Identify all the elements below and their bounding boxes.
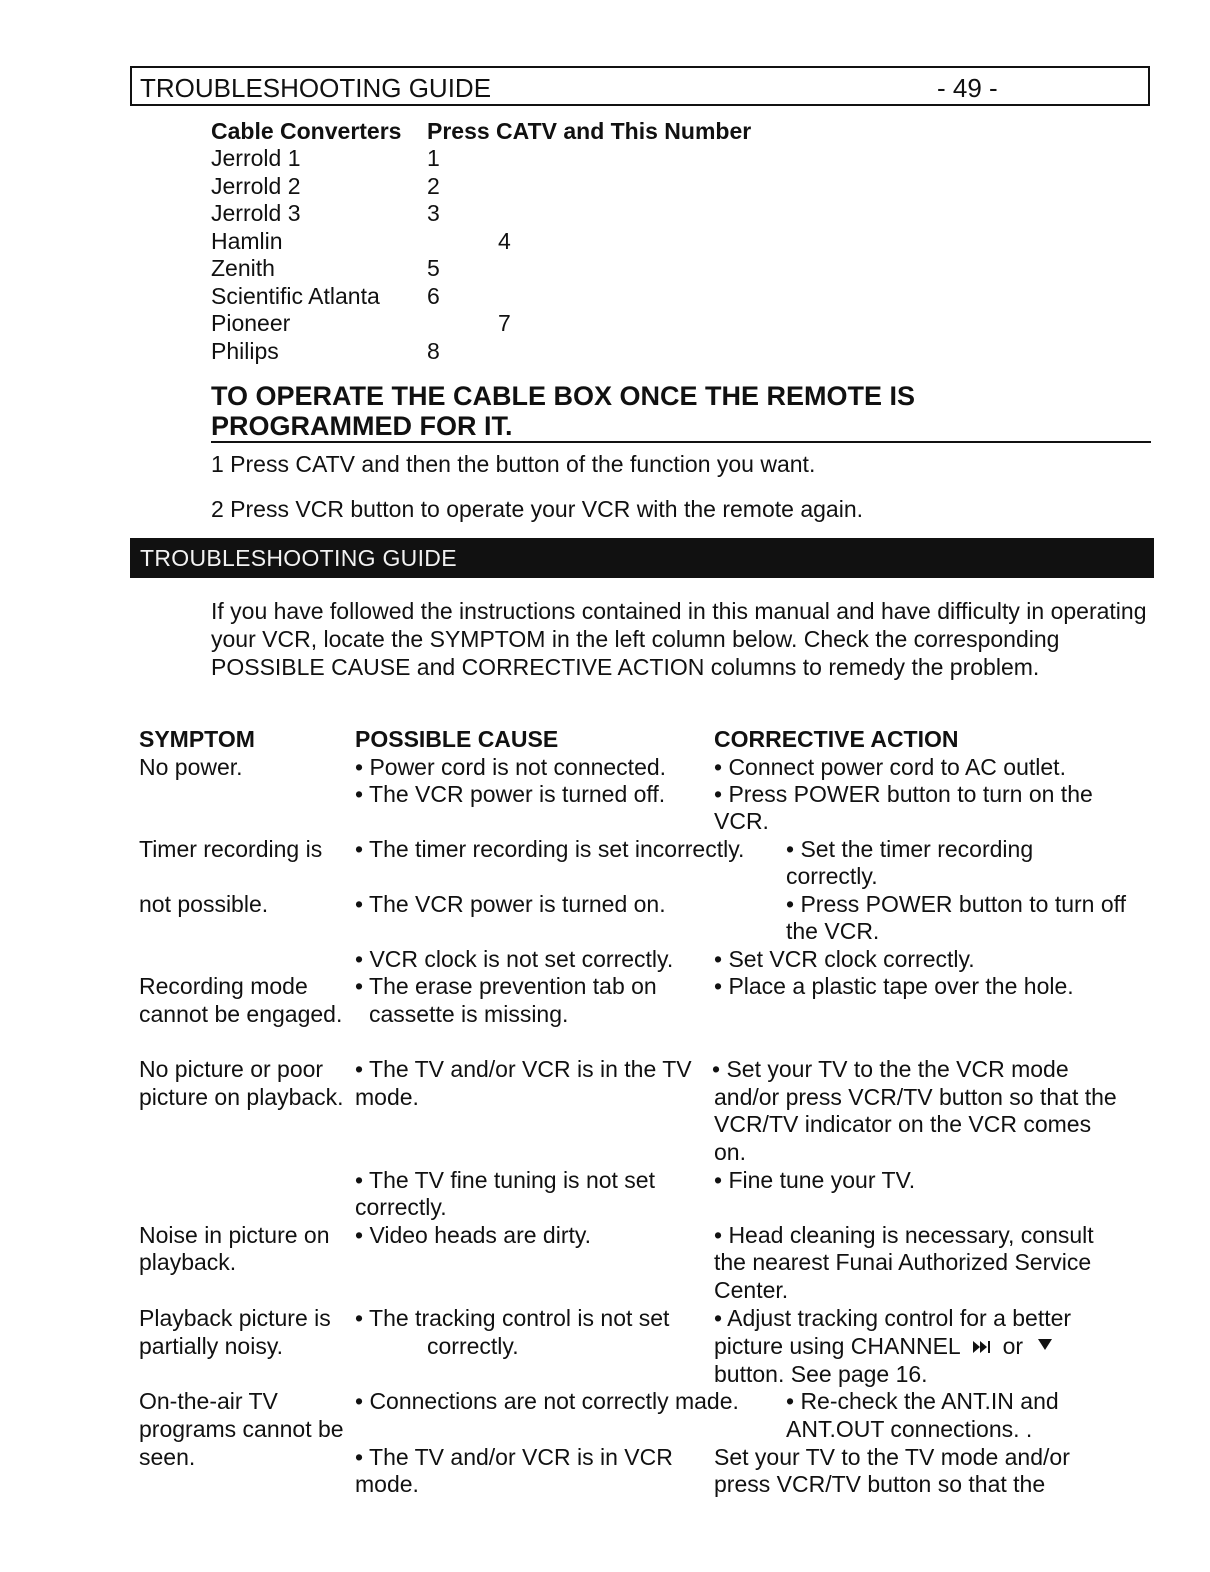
cause-text: • Video heads are dirty. [355,1222,592,1248]
col-header-symptom: SYMPTOM [139,726,255,752]
symptom-text: cannot be engaged. [139,1001,343,1027]
converter-number: 1 [427,145,440,171]
converter-name: Scientific Atlanta [211,283,380,309]
symptom-text: picture on playback. [139,1084,344,1110]
col-header-cause: POSSIBLE CAUSE [355,726,559,752]
converter-col-header-number: Press CATV and This Number [427,118,752,144]
action-text: ANT.OUT connections. . [786,1416,1033,1442]
symptom-text: No power. [139,754,243,780]
action-text: • Head cleaning is necessary, consult [714,1222,1094,1248]
converter-number: 8 [427,338,440,364]
symptom-text: Timer recording is [139,836,323,862]
converter-name: Jerrold 1 [211,145,301,171]
action-text: • Re-check the ANT.IN and [786,1388,1059,1414]
symptom-text: Noise in picture on [139,1222,330,1248]
action-text: VCR/TV indicator on the VCR comes [714,1111,1092,1137]
converter-number: 4 [498,228,511,254]
cause-text: • VCR clock is not set correctly. [355,946,674,972]
symptom-text: seen. [139,1444,196,1470]
cause-text: • Connections are not correctly made. [355,1388,739,1414]
cause-text: correctly. [427,1333,519,1359]
action-text: • Fine tune your TV. [714,1167,916,1193]
action-text: • Press POWER button to turn on the [714,781,1093,807]
action-text: the VCR. [786,918,880,944]
cause-text: • Power cord is not connected. [355,754,667,780]
page-header [130,66,1150,106]
header-title: TROUBLESHOOTING GUIDE [140,73,492,103]
action-text: • Place a plastic tape over the hole. [714,973,1074,999]
skip-forward-icon [972,1339,996,1355]
action-text-part: picture using CHANNEL [714,1333,960,1359]
converter-name: Zenith [211,255,275,281]
cause-text: • The VCR power is turned off. [355,781,666,807]
action-text: correctly. [786,863,878,889]
converter-name: Philips [211,338,279,364]
cause-text: • The timer recording is set incorrectly. [355,836,745,862]
converter-name: Jerrold 3 [211,200,301,226]
converter-number: 2 [427,173,440,199]
symptom-text: playback. [139,1249,237,1275]
action-text: press VCR/TV button so that the [714,1471,1046,1497]
cause-text: • The TV and/or VCR is in VCR [355,1444,673,1470]
symptom-text: Recording mode [139,973,308,999]
cause-text: cassette is missing. [369,1001,569,1027]
operate-heading [211,381,1151,443]
action-text: • Set the timer recording [786,836,1034,862]
converter-name: Jerrold 2 [211,173,301,199]
converter-name: Pioneer [211,310,291,336]
action-text: the nearest Funai Authorized Service [714,1249,1092,1275]
cause-text: mode. [355,1084,419,1110]
action-text-part: or [1002,1333,1024,1359]
converter-number: 6 [427,283,440,309]
down-triangle-icon [1037,1338,1053,1352]
col-header-action: CORRECTIVE ACTION [714,726,959,752]
cause-text: mode. [355,1471,419,1497]
cause-text: • The VCR power is turned on. [355,891,666,917]
action-text: Set your TV to the TV mode and/or [714,1444,1070,1470]
action-text: • Set VCR clock correctly. [714,946,975,972]
action-text: VCR. [714,808,769,834]
cause-text: • The TV fine tuning is not set [355,1167,655,1193]
symptom-text: not possible. [139,891,269,917]
action-text: • Connect power cord to AC outlet. [714,754,1066,780]
action-text: • Press POWER button to turn off [786,891,1126,917]
converter-number: 7 [498,310,511,336]
converter-col-header-name: Cable Converters [211,118,402,144]
cause-text: correctly. [355,1194,447,1220]
converter-name: Hamlin [211,228,283,254]
action-text [714,1332,1053,1360]
symptom-text: Playback picture is [139,1305,331,1331]
operate-step-2: 2 Press VCR button to operate your VCR with the remote again. [211,496,863,522]
action-text: • Adjust tracking control for a better [714,1305,1072,1331]
action-text: and/or press VCR/TV button so that the [714,1084,1117,1110]
operate-heading-line2: PROGRAMMED FOR IT. [211,411,513,441]
symptom-text: partially noisy. [139,1333,284,1359]
cause-text: • The TV and/or VCR is in the TV [355,1056,692,1082]
operate-step-1: 1 Press CATV and then the button of the function you want. [211,451,816,477]
page-number: - 49 - [937,73,998,103]
converter-number: 5 [427,255,440,281]
action-text: • Set your TV to the the VCR mode [712,1056,1069,1082]
cause-text: • The tracking control is not set [355,1305,670,1331]
section-band [130,538,1154,578]
operate-heading-line1: TO OPERATE THE CABLE BOX ONCE THE REMOTE IS [211,381,916,411]
symptom-text: No picture or poor [139,1056,324,1082]
symptom-text: programs cannot be [139,1416,344,1442]
intro-paragraph: If you have followed the instructions contained in this manual and have difficulty in operating your VCR, locate the SYMPTOM in the left column below. Check the corresponding POSSIBLE CAUSE and CORRECTIVE ACTION columns to remedy the problem. [211,598,1147,680]
action-text: Center. [714,1277,789,1303]
section-band-title: TROUBLESHOOTING GUIDE [140,545,457,571]
action-text: on. [714,1139,746,1165]
converter-number: 3 [427,200,440,226]
action-text: button. See page 16. [714,1361,928,1387]
cause-text: • The erase prevention tab on [355,973,657,999]
symptom-text: On-the-air TV [139,1388,278,1414]
